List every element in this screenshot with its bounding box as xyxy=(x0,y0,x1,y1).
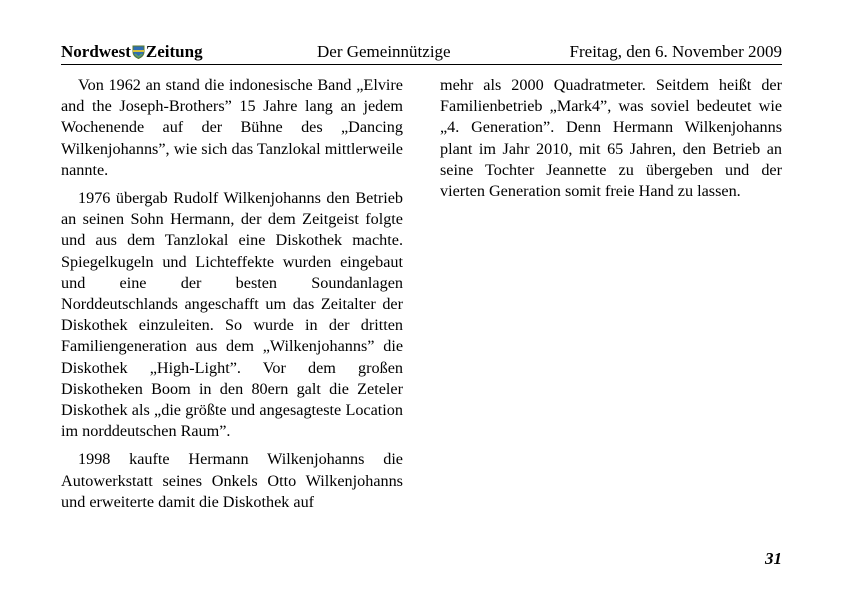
newspaper-masthead xyxy=(61,42,203,62)
page-header xyxy=(61,42,782,65)
coat-of-arms-icon xyxy=(132,45,145,59)
section-title: Der Gemeinnützige xyxy=(317,42,451,61)
paragraph: mehr als 2000 Quadratmeter. Seitdem heißt der Familienbetrieb „Mark4”, was soviel bedeutet wie „4. Generation”. Denn Hermann Wilkenjohanns plant im Jahr 2010, mit 65 Jahren, den Betrieb an seine Tochter Jeannette zu übergeben und der vierten Generation somit freie Hand zu lassen. xyxy=(440,76,782,201)
left-column xyxy=(61,75,403,520)
masthead-name-left: Nordwest xyxy=(61,42,131,61)
paragraph: Von 1962 an stand die indonesische Band „Elvire and the Joseph-Brothers” 15 Jahre lang an jedem Wochenende auf der Bühne des „Dancing Wilkenjohanns”, wie sich das Tanzlokal mittlerweile nannte. xyxy=(61,76,403,179)
paragraph: 1998 kaufte Hermann Wilkenjohanns die Autowerkstatt seines Onkels Otto Wilkenjohanns und erweiterte damit die Diskothek auf xyxy=(61,450,403,511)
masthead-name-right: Zeitung xyxy=(145,42,203,61)
issue-date: Freitag, den 6. November 2009 xyxy=(569,42,782,61)
paragraph: 1976 übergab Rudolf Wilkenjohanns den Betrieb an seinen Sohn Hermann, der dem Zeitgeist folgte und aus dem Tanzlokal eine Diskothek machte. Spiegelkugeln und Lichteffekte wurden eingebaut und eine der besten Soundanlagen Norddeutschlands angeschafft um das Zeitalter der Diskothek einzuleiten. So wurde in der dritten Familiengeneration aus dem „Wilkenjohanns” die Diskothek „High-Light”. Vor dem großen Diskotheken Boom in den 80ern galt die Zeteler Diskothek als „die größte und angesagteste Location im norddeutschen Raum”. xyxy=(61,189,403,441)
right-column xyxy=(440,75,782,209)
page-number: 31 xyxy=(765,549,782,568)
